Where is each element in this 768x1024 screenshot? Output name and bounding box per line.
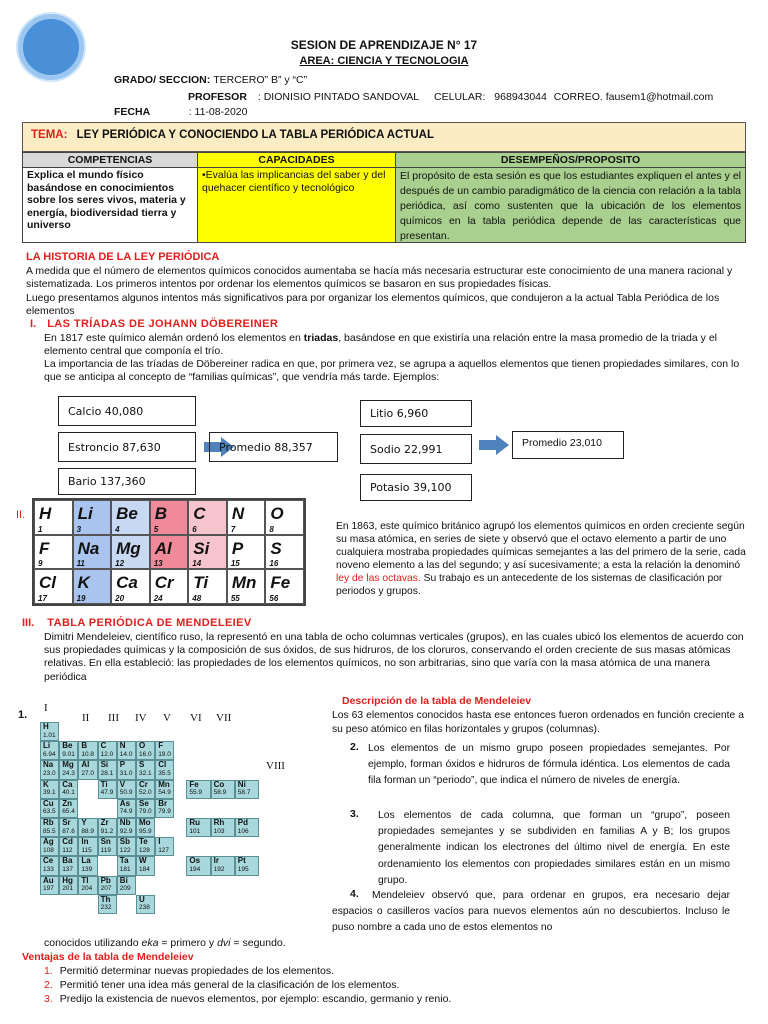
atomic-mass: 184 (139, 865, 150, 873)
element-symbol: Zr (100, 818, 109, 827)
atomic-mass: 58.9 (213, 789, 227, 797)
element-cell (111, 535, 150, 570)
element-cell (136, 837, 155, 856)
element-symbol: Pb (100, 875, 111, 885)
element-cell (117, 780, 136, 799)
element-symbol: S (270, 538, 282, 558)
element-cell (78, 837, 97, 856)
element-cell (40, 741, 59, 760)
element-cell (98, 876, 117, 895)
element-symbol: Bi (119, 875, 128, 885)
element-symbol: La (81, 856, 91, 866)
profesor-line: PROFESOR : DIONISIO PINTADO SANDOVAL CELULAR: 968943044 CORREO. fausem1@hotmail.com (188, 91, 714, 103)
element-symbol: Cd (62, 837, 73, 847)
element-symbol: Mn (158, 779, 170, 789)
element-symbol: Ni (237, 779, 246, 789)
atomic-number: 24 (153, 594, 163, 603)
item-3-text: Los elementos de cada columna, que forman un “grupo”, poseen propiedades semejantes y se subdividen en familias A y B; los grupos generalmente indican los electrones del último nivel de energía. En este ordenamiento los elementos con propiedades similares están en un mismo grupo. (378, 810, 730, 886)
element-symbol: Nb (119, 818, 131, 827)
fecha-line: FECHA : 11-08-2020 (114, 106, 248, 118)
element-symbol: Li (77, 504, 93, 523)
atomic-mass: 204 (81, 885, 93, 893)
page-title: SESION DE APRENDIZAJE N° 17 (290, 38, 478, 52)
element-symbol: I (158, 837, 161, 847)
element-cell (78, 856, 97, 875)
item-2-num: 2. (350, 741, 359, 753)
element-cell (227, 500, 266, 535)
atomic-mass: 197 (43, 885, 54, 893)
element-symbol: Cr (154, 573, 174, 593)
grado-line: GRADO/ SECCION: TERCERO” B” y “C” (114, 74, 308, 86)
element-symbol: Na (43, 760, 54, 770)
atomic-mass: 12.0 (100, 750, 114, 758)
element-symbol: Ca (62, 779, 73, 789)
element-symbol: Sn (100, 837, 111, 847)
element-cell (78, 818, 97, 837)
atomic-mass: 115 (81, 846, 92, 854)
atomic-mass: 39.1 (43, 789, 56, 797)
element-cell (150, 500, 189, 535)
atomic-mass: 238 (139, 904, 150, 912)
element-cell (227, 569, 266, 604)
element-cell (265, 500, 304, 535)
atomic-mass: 106 (237, 827, 249, 835)
element-symbol: Mn (231, 573, 257, 593)
element-cell (188, 535, 227, 570)
atomic-mass: 87.6 (62, 827, 75, 835)
atomic-mass: 85.5 (43, 827, 56, 835)
group-header: VI (190, 712, 202, 724)
element-symbol: In (81, 837, 89, 847)
element-symbol: Be (116, 504, 138, 523)
atomic-mass: 28.1 (100, 769, 114, 777)
atomic-mass: 9.01 (62, 750, 75, 758)
element-symbol: Li (43, 741, 51, 751)
atomic-mass: 133 (43, 865, 54, 873)
element-cell (188, 569, 227, 604)
element-cell (155, 760, 174, 779)
element-symbol: K (77, 573, 90, 593)
ventajas-title: Ventajas de la tabla de Mendeleiev (22, 951, 194, 963)
atomic-mass: 16.0 (139, 750, 152, 758)
element-symbol: Y (81, 818, 87, 827)
atomic-number: 12 (115, 559, 125, 569)
element-cell (98, 895, 117, 914)
element-cell (136, 799, 155, 818)
element-symbol: O (139, 741, 146, 751)
atomic-number: 19 (76, 594, 86, 603)
element-cell (40, 799, 59, 818)
element-symbol: Na (77, 538, 100, 558)
historia-paragraph-1: A medida que el número de elementos químicos conocidos aumentaba se hacía más necesaria estructurar este conocimiento de una manera racional y sistematizada. Los primeros intentos por ordenar los elementos químicos se basaron en sus propiedades físicas. (26, 265, 733, 291)
element-symbol: Mg (62, 760, 74, 770)
element-symbol: Cr (139, 779, 148, 789)
element-symbol: Ba (62, 856, 73, 866)
element-cell (78, 876, 97, 895)
element-symbol: Ir (213, 856, 219, 866)
element-cell (98, 741, 117, 760)
atomic-number: 17 (38, 594, 47, 603)
atomic-mass: 32.1 (139, 769, 152, 777)
calcio-box: Calcio 40,080 (58, 396, 196, 426)
atomic-number: 6 (192, 524, 197, 534)
tema-bar: TEMA: LEY PERIÓDICA Y CONOCIENDO LA TABLA PERIÓDICA ACTUAL (22, 122, 746, 152)
atomic-mass: 55.9 (189, 789, 203, 797)
estroncio-box: Estroncio 87,630 (58, 432, 196, 462)
element-symbol: F (39, 538, 50, 558)
atomic-number: 16 (269, 559, 279, 569)
atomic-mass: 79.0 (139, 808, 152, 816)
atomic-number: 48 (192, 594, 202, 603)
element-symbol: B (154, 504, 167, 523)
atomic-mass: 119 (100, 846, 111, 854)
element-cell (186, 856, 210, 875)
element-cell (34, 500, 73, 535)
element-cell (73, 569, 112, 604)
atomic-number: 8 (269, 524, 274, 534)
element-cell (40, 780, 59, 799)
element-cell (235, 856, 259, 875)
element-symbol: P (231, 538, 244, 558)
ventaja-item: 2. Permitió tener una idea más general de la clasificación de los elementos. (44, 979, 400, 991)
triadas-paragraph-1: En 1817 este químico alemán ordenó los elementos en triadas, basándose en que existiría una relación entre la masa promedio de la triada y el elemento central que componía el trío. (44, 332, 717, 358)
atomic-mass: 24.3 (62, 769, 75, 777)
element-symbol: H (43, 722, 49, 731)
element-cell (59, 799, 78, 818)
element-cell (227, 535, 266, 570)
element-cell (188, 500, 227, 535)
element-cell (117, 760, 136, 779)
table-item-num: 1. (18, 709, 28, 721)
octavas-table (32, 498, 306, 606)
item-4-num: 4. (350, 888, 359, 900)
element-symbol: Te (139, 837, 148, 847)
atomic-number: 7 (230, 524, 236, 534)
element-cell (40, 837, 59, 856)
element-symbol: Cl (158, 760, 167, 770)
element-cell (136, 856, 155, 875)
element-cell (211, 818, 235, 837)
item-4-text: Mendeleiev observó que, para ordenar en grupos, era necesario dejar espacios o casilleros vacíos para nuevos elementos aún no descubiertos. Incluso le puso nombre a cada uno de estos elementos no (332, 890, 730, 933)
element-symbol: H (39, 504, 52, 523)
descripcion-paragraph: Los 63 elementos conocidos hasta ese entonces fueron ordenados en función creciente a su peso atómico en filas horizontales y grupos (columnas). (332, 710, 744, 735)
element-cell (98, 818, 117, 837)
atomic-mass: 23.0 (43, 769, 56, 777)
element-cell (40, 722, 59, 741)
element-cell (59, 760, 78, 779)
element-symbol: Br (158, 798, 168, 808)
group-header: IV (135, 712, 147, 724)
atomic-mass: 128 (139, 846, 150, 854)
atomic-mass: 52.0 (139, 789, 152, 797)
atomic-mass: 63.5 (43, 808, 56, 816)
atomic-mass: 112 (62, 846, 73, 854)
element-symbol: S (139, 760, 145, 770)
group-header: II (82, 712, 90, 724)
historia-paragraph-2: Luego presentamos algunos intentos más significativos para por organizar los elementos químicos, que condujeron a la actual Tabla Periódica de los elementos (26, 292, 720, 318)
atomic-mass: 122 (119, 846, 131, 854)
group-header: III (108, 712, 119, 724)
element-cell (117, 837, 136, 856)
element-cell (59, 856, 78, 875)
element-cell (265, 535, 304, 570)
element-cell (117, 876, 136, 895)
atomic-mass: 194 (189, 865, 201, 873)
element-symbol: Hg (62, 875, 73, 885)
element-cell (40, 856, 59, 875)
element-cell (117, 856, 136, 875)
element-cell (136, 741, 155, 760)
element-symbol: K (43, 779, 49, 789)
element-cell (73, 500, 112, 535)
element-cell (155, 799, 174, 818)
element-symbol: Ta (119, 856, 129, 866)
element-cell (73, 535, 112, 570)
item-2-text: Los elementos de un mismo grupo poseen propiedades semejantes. Por ejemplo, forman óxidos e hidruros de fórmula idéntica. Los elementos de cada fila forman un “periodo”, que indica el número de niveles de energía. (368, 743, 730, 787)
atomic-mass: 47.9 (100, 789, 114, 797)
atomic-number: 4 (115, 524, 120, 534)
sodio-box: Sodio 22,991 (360, 434, 472, 464)
element-cell (98, 760, 117, 779)
element-cell (155, 837, 174, 856)
element-symbol: Ti (100, 779, 108, 789)
element-cell (78, 741, 97, 760)
element-cell (150, 535, 189, 570)
atomic-mass: 139 (81, 865, 93, 873)
atomic-mass: 79.9 (158, 808, 171, 816)
element-cell (59, 780, 78, 799)
group-header: VIII (266, 760, 285, 772)
element-cell (40, 760, 59, 779)
group-header: VII (216, 712, 232, 724)
element-symbol: Pd (237, 818, 249, 827)
element-cell (78, 760, 97, 779)
mendeleiev-heading: III. TABLA PERIÓDICA DE MENDELEIEV (22, 617, 252, 629)
element-cell (59, 741, 78, 760)
element-cell (40, 818, 59, 837)
element-symbol: Th (100, 894, 111, 904)
element-symbol: Pt (237, 856, 246, 866)
atomic-mass: 88.9 (81, 827, 95, 835)
element-cell (265, 569, 304, 604)
atomic-mass: 58.7 (237, 789, 251, 797)
triadas-paragraph-2: La importancia de las tríadas de Döbereiner radica en que, por primera vez, se agrupa a aquellos elementos que tienen propiedades similares, con lo que se anticipa al concepto de “familias químicas”, que vendría más tarde. Ejemplos: (44, 358, 740, 384)
group-header: I (44, 702, 48, 714)
element-symbol: P (119, 760, 126, 770)
element-cell (59, 818, 78, 837)
atomic-mass: 137 (62, 865, 74, 873)
element-symbol: Zn (62, 798, 72, 808)
atomic-mass: 35.5 (158, 769, 171, 777)
element-cell (117, 799, 136, 818)
historia-title: LA HISTORIA DE LA LEY PERIÓDICA (26, 251, 220, 263)
element-symbol: As (119, 798, 131, 808)
element-symbol: Os (189, 856, 201, 866)
atomic-mass: 192 (213, 865, 225, 873)
atomic-mass: 50.9 (119, 789, 133, 797)
atomic-mass: 92.9 (119, 827, 133, 835)
atomic-mass: 54.9 (158, 789, 171, 797)
atomic-mass: 14.0 (119, 750, 133, 758)
triadas-heading: I. LAS TRÍADAS DE JOHANN DÖBEREINER (30, 318, 279, 330)
element-symbol: Cu (43, 798, 54, 808)
octavas-paragraph: En 1863, este químico británico agrupó los elementos químicos en orden creciente según su masa atómica, en series de siete y observó que el octavo elemento a partir de uno cualquiera mostraba propiedades químicas semejantes a las del primero de la serie, cada noveno elemento a las del segundo; y así sucesivamente; a esta la relación la denominó ley de las octavas. Su trabajo es un antecedente de los sistemas de clasificación por periodos y grupos. (336, 521, 746, 597)
atomic-number: 14 (192, 559, 202, 569)
element-symbol: Sb (119, 837, 131, 847)
element-cell (155, 741, 174, 760)
area-subtitle: AREA: CIENCIA Y TECNOLOGIA (299, 55, 469, 67)
element-symbol: Rh (213, 818, 225, 827)
bario-box: Bario 137,360 (58, 468, 196, 495)
octavas-num: II. (16, 509, 26, 521)
element-symbol: Co (213, 779, 225, 789)
atomic-number: 15 (230, 559, 240, 569)
element-symbol: B (81, 741, 88, 751)
capacidades-column: CAPACIDADES •Evalúa las implicancias del saber y del quehacer científico y tecnológico (198, 153, 396, 242)
atomic-number: 1 (38, 524, 43, 534)
atomic-number: 55 (230, 594, 240, 603)
atomic-mass: 74.9 (119, 808, 133, 816)
atomic-number: 5 (153, 524, 159, 534)
mendeleiev-paragraph: Dimitri Mendeleiev, científico ruso, la representó en una tabla de ocho columnas verticales (grupos), en las cuales ubicó los elementos de acuerdo con sus propiedades químicas y la composición de sus óxidos, de sus hidruros, de los cloruros, conservando el orden creciente de sus masas atómicas relativas. En ella estableció: las propiedades de los elementos químicos, no son arbitrarias, sino que varía con la masa atómica de una manera periódica (44, 631, 744, 683)
atomic-mass: 101 (189, 827, 201, 835)
atomic-number: 56 (269, 594, 279, 603)
potasio-box: Potasio 39,100 (360, 474, 472, 501)
element-symbol: Cl (39, 573, 56, 593)
atomic-mass: 127 (158, 846, 170, 854)
element-cell (98, 780, 117, 799)
atomic-mass: 27.0 (81, 769, 95, 777)
item-3-num: 3. (350, 808, 359, 820)
element-cell (155, 780, 174, 799)
element-cell (186, 780, 210, 799)
element-cell (186, 818, 210, 837)
atomic-number: 13 (153, 559, 163, 569)
element-cell (136, 895, 155, 914)
element-cell (111, 500, 150, 535)
element-cell (211, 856, 235, 875)
promedio-box-2: Promedio 23,010 (512, 431, 624, 459)
element-cell (235, 818, 259, 837)
atomic-number: 20 (115, 594, 125, 603)
atomic-mass: 31.0 (119, 769, 133, 777)
item-4-continuation: conocidos utilizando eka = primero y dvi = segundo. (44, 937, 286, 949)
ventajas-list (44, 964, 744, 1006)
element-symbol: C (193, 504, 206, 523)
element-symbol: V (119, 779, 126, 789)
atomic-mass: 201 (62, 885, 74, 893)
atomic-mass: 40.1 (62, 789, 75, 797)
element-symbol: F (158, 741, 164, 751)
element-symbol: O (270, 504, 284, 523)
element-symbol: Al (154, 538, 172, 558)
element-symbol: Al (81, 760, 90, 770)
competencias-column: COMPETENCIAS Explica el mundo físico basándose en conocimientos sobre los seres vivos, materia y energía, biodiversidad tierra y universo (23, 153, 198, 242)
desempenos-column: DESEMPEÑOS/PROPOSITO El propósito de esta sesión es que los estudiantes expliquen el antes y el después de un cambio paradigmático de la ciencia con relación a la tabla periódica, así como sustenten que la ubicación de los elementos químicos en la tabla periódica depende de las características que presentan. (396, 153, 745, 242)
element-symbol: N (231, 504, 245, 523)
litio-box: Litio 6,960 (360, 400, 472, 427)
element-cell (98, 837, 117, 856)
element-symbol: Fe (189, 779, 199, 789)
atomic-number: 11 (76, 559, 85, 569)
element-cell (136, 818, 155, 837)
promedio-box-1: Promedio 88,357 (209, 432, 338, 462)
atomic-mass: 1.01 (43, 731, 56, 739)
atomic-number: 9 (38, 559, 43, 569)
descripcion-title: Descripción de la tabla de Mendeleiev (342, 695, 532, 707)
element-cell (235, 780, 259, 799)
element-cell (40, 876, 59, 895)
atomic-mass: 207 (100, 885, 112, 893)
element-symbol: Sr (62, 818, 71, 827)
element-symbol: Si (193, 538, 210, 558)
atomic-mass: 232 (100, 904, 112, 912)
element-cell (34, 569, 73, 604)
atomic-mass: 181 (119, 865, 131, 873)
group-header: V (163, 712, 171, 724)
element-cell (111, 569, 150, 604)
element-symbol: Rb (43, 818, 54, 827)
atomic-mass: 65.4 (62, 808, 75, 816)
element-symbol: Fe (270, 573, 291, 593)
atomic-mass: 19.0 (158, 750, 171, 758)
element-symbol: W (139, 856, 147, 866)
element-symbol: U (139, 894, 145, 904)
competencias-table (22, 152, 746, 243)
element-symbol: Se (139, 798, 149, 808)
atomic-mass: 195 (237, 865, 249, 873)
atomic-mass: 108 (43, 846, 54, 854)
element-symbol: Tl (81, 875, 89, 885)
element-cell (59, 876, 78, 895)
element-cell (211, 780, 235, 799)
element-cell (150, 569, 189, 604)
element-symbol: Ti (193, 573, 209, 593)
element-symbol: Au (43, 875, 54, 885)
element-symbol: C (100, 741, 107, 751)
element-symbol: Ag (43, 837, 54, 847)
element-cell (136, 760, 155, 779)
atomic-mass: 10.8 (81, 750, 95, 758)
ventaja-item: 1. Permitió determinar nuevas propiedades de los elementos. (44, 965, 335, 977)
atomic-mass: 103 (213, 827, 225, 835)
atomic-mass: 6.94 (43, 750, 56, 758)
element-symbol: N (119, 741, 126, 751)
element-cell (117, 818, 136, 837)
element-symbol: Si (100, 760, 109, 770)
element-symbol: Mo (139, 818, 151, 827)
element-symbol: Mg (116, 538, 141, 558)
arrow-right-icon (478, 434, 510, 456)
atomic-number: 3 (76, 524, 82, 534)
element-symbol: Ca (116, 573, 138, 593)
element-symbol: Ce (43, 856, 54, 866)
atomic-mass: 209 (119, 885, 131, 893)
element-cell (59, 837, 78, 856)
mendeleiev-table (40, 702, 322, 914)
element-cell (136, 780, 155, 799)
ventaja-item: 3. Predijo la existencia de nuevos elementos, por ejemplo: escandio, germanio y renio. (44, 993, 452, 1005)
element-symbol: Be (62, 741, 73, 751)
element-symbol: Ru (189, 818, 201, 827)
element-cell (117, 741, 136, 760)
element-cell (34, 535, 73, 570)
atomic-mass: 91.2 (100, 827, 114, 835)
atomic-mass: 95.9 (139, 827, 152, 835)
